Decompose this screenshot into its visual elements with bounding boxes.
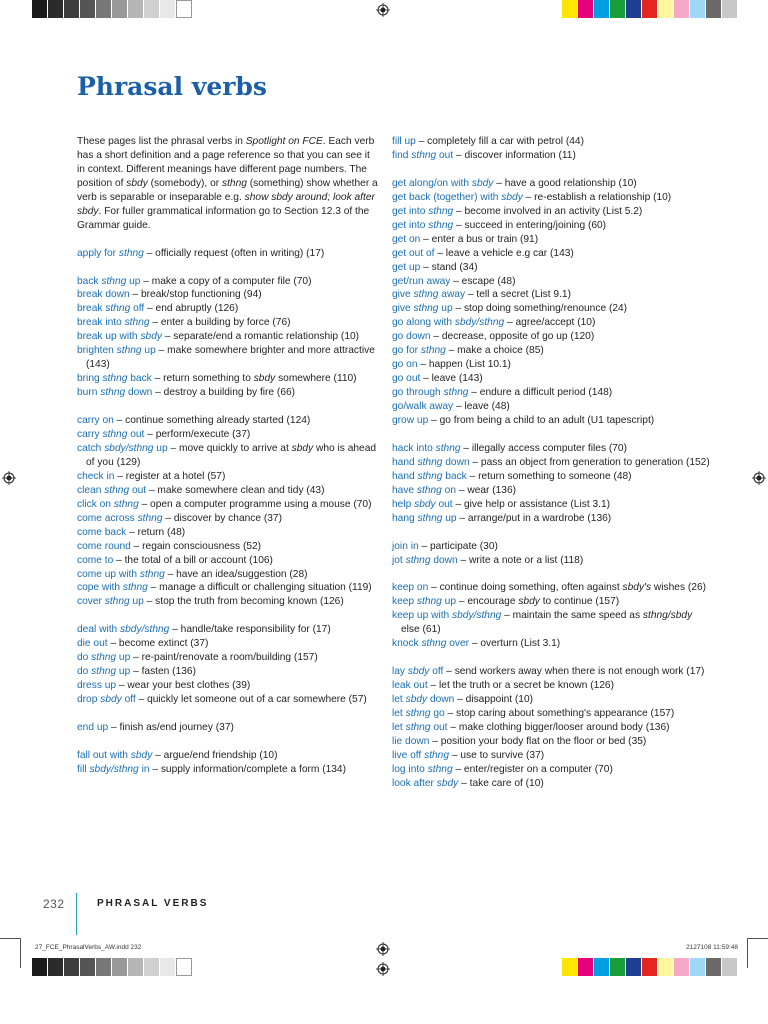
list-item	[392, 609, 712, 637]
definition: – give help or assistance (List 3.1)	[452, 498, 611, 510]
definition: – agree/accept (10)	[504, 317, 596, 329]
definition: – completely fill a car with petrol (44)	[415, 136, 584, 147]
phrasal-verb: go along with sbdy/sthng	[392, 317, 505, 329]
definition: – move quickly to arrive at sbdy who is ahead of you (129)	[86, 442, 377, 468]
list-item	[392, 484, 712, 498]
definition: – fasten (136)	[130, 666, 196, 678]
left-column	[77, 135, 379, 777]
definition: – write a note or a list (118)	[457, 554, 584, 566]
phrasal-verb: brighten sthng up	[77, 345, 156, 357]
phrasal-verb: hack into sthng	[392, 442, 461, 454]
crop-mark	[20, 938, 21, 968]
definition: – the total of a bill or account (106)	[113, 554, 273, 566]
list-item	[392, 288, 712, 302]
phrasal-verb: cover sthng up	[77, 596, 144, 608]
list-item	[77, 749, 379, 763]
print-color-bar	[562, 0, 738, 18]
phrasal-verb: let sbdy down	[392, 694, 455, 706]
definition: – finish as/end journey (37)	[108, 721, 234, 733]
phrasal-verb: die out	[77, 638, 108, 650]
phrasal-verb: log into sthng	[392, 763, 453, 775]
phrasal-verb: click on sthng	[77, 498, 139, 510]
phrasal-verb: let sthng go	[392, 708, 445, 719]
definition: – return something to someone (48)	[466, 470, 632, 482]
list-item	[392, 442, 712, 456]
list-item	[77, 428, 379, 442]
definition: – go from being a child to an adult (U1 tapescript)	[428, 415, 655, 427]
list-item	[392, 707, 712, 721]
phrasal-verb: get back (together) with sbdy	[392, 191, 523, 203]
phrasal-verb-list-left	[77, 247, 379, 777]
list-item	[392, 247, 712, 261]
definition: – destroy a building by fire (66)	[152, 387, 296, 399]
phrasal-verb: clean sthng out	[77, 484, 147, 496]
definition: – re-paint/renovate a room/building (157)	[130, 652, 318, 664]
spacer	[77, 609, 379, 623]
spacer	[392, 526, 712, 540]
list-item	[392, 693, 712, 707]
definition: – send workers away when there is not enough work (17)	[443, 666, 705, 678]
phrasal-verb: jot sthng down	[392, 554, 458, 566]
phrasal-verb: burn sthng down	[77, 387, 153, 399]
definition: – re-establish a relationship (10)	[522, 191, 672, 203]
definition: – separate/end a romantic relationship (10)	[161, 331, 360, 343]
phrasal-verb: break down	[77, 289, 130, 301]
phrasal-verb: break into sthng	[77, 317, 150, 329]
list-item	[77, 316, 379, 330]
phrasal-verb: end up	[77, 721, 109, 733]
slug-timestamp: 2127108 11:59:48	[686, 944, 738, 951]
list-item	[77, 372, 379, 386]
list-item	[392, 749, 712, 763]
registration-mark-bottom2-icon	[376, 962, 390, 976]
list-item	[77, 414, 379, 428]
definition: – illegally access computer files (70)	[460, 442, 627, 454]
phrasal-verb: hang sthng up	[392, 512, 457, 524]
phrasal-verb: leak out	[392, 680, 428, 692]
phrasal-verb: get into sthng	[392, 219, 454, 231]
phrasal-verb: keep on	[392, 582, 429, 594]
phrasal-verb: come across sthng	[77, 512, 163, 524]
list-item	[77, 526, 379, 540]
phrasal-verb: break sthng off	[77, 303, 145, 315]
phrasal-verb: let sthng out	[392, 721, 448, 733]
list-item	[77, 679, 379, 693]
phrasal-verb: go down	[392, 331, 431, 343]
phrasal-verb: carry on	[77, 415, 114, 427]
list-item	[77, 665, 379, 679]
definition: – open a computer programme using a mouse (70)	[138, 498, 372, 510]
definition: – tell a secret (List 9.1)	[465, 289, 571, 301]
definition: – break/stop functioning (94)	[129, 289, 262, 301]
definition: – enter a bus or train (91)	[420, 233, 539, 245]
definition: – leave (143)	[420, 373, 483, 385]
definition: – manage a difficult or challenging situation (119)	[147, 582, 372, 594]
phrasal-verb: hand sthng down	[392, 456, 470, 468]
footer-rule	[76, 893, 77, 935]
definition: – stop doing something/renounce (24)	[452, 303, 628, 315]
definition: – handle/take responsibility for (17)	[169, 624, 331, 636]
page-number: 232	[43, 897, 65, 911]
phrasal-verb: go/walk away	[392, 401, 454, 413]
list-item	[77, 763, 379, 777]
definition: – return (48)	[126, 526, 186, 538]
phrasal-verb: go out	[392, 373, 421, 385]
definition: – make somewhere clean and tidy (43)	[146, 484, 325, 496]
footer-section-title: PHRASAL VERBS	[97, 898, 209, 909]
list-item	[77, 288, 379, 302]
list-item	[392, 316, 712, 330]
definition: – perform/execute (37)	[144, 428, 251, 440]
phrasal-verb: get into sthng	[392, 205, 454, 217]
list-item	[392, 512, 712, 526]
phrasal-verb: fill sbdy/sthng in	[77, 763, 150, 775]
phrasal-verb: give sthng away	[392, 289, 466, 301]
definition: – become involved in an activity (List 5.2)	[453, 205, 643, 217]
definition: – decrease, opposite of go up (120)	[430, 331, 595, 343]
spacer	[392, 651, 712, 665]
list-item	[77, 512, 379, 526]
phrasal-verb: do sthng up	[77, 652, 131, 664]
definition: – arrange/put in a wardrobe (136)	[456, 512, 612, 524]
definition: – maintain the same speed as sthng/sbdy else (61)	[401, 610, 693, 636]
definition: – continue doing something, often against sbdy's wishes (26)	[428, 582, 707, 594]
definition: – argue/end friendship (10)	[152, 749, 278, 761]
spacer	[392, 428, 712, 442]
registration-mark-right-icon	[752, 471, 766, 485]
definition: – enter/register on a computer (70)	[452, 763, 613, 775]
phrasal-verb: hand sthng back	[392, 470, 467, 482]
phrasal-verb: keep sthng up	[392, 596, 457, 608]
phrasal-verb: find sthng out	[392, 149, 454, 161]
spacer	[392, 163, 712, 177]
list-item	[392, 456, 712, 470]
list-item	[392, 177, 712, 191]
spacer	[77, 400, 379, 414]
phrasal-verb: lie down	[392, 735, 430, 747]
registration-mark-left-icon	[2, 471, 16, 485]
list-item	[392, 358, 712, 372]
phrasal-verb: lay sbdy off	[392, 666, 444, 678]
phrasal-verb: carry sthng out	[77, 428, 145, 440]
list-item	[77, 442, 379, 470]
list-item	[77, 721, 379, 735]
definition: – participate (30)	[418, 540, 498, 552]
definition: – continue something already started (124)	[113, 415, 311, 427]
phrasal-verb: go through sthng	[392, 387, 469, 399]
list-item	[77, 484, 379, 498]
definition: – let the truth or a secret be known (126)	[427, 680, 614, 692]
registration-mark-icon	[376, 3, 390, 17]
phrasal-verb: look after sbdy	[392, 777, 459, 789]
definition: – encourage sbdy to continue (157)	[456, 596, 620, 608]
definition: – officially request (often in writing) (17)	[143, 247, 325, 259]
list-item	[392, 470, 712, 484]
spacer	[77, 261, 379, 275]
list-item	[77, 651, 379, 665]
phrasal-verb: join in	[392, 540, 419, 552]
list-item	[77, 330, 379, 344]
definition: – happen (List 10.1)	[417, 359, 511, 371]
list-item	[392, 763, 712, 777]
phrasal-verb: get up	[392, 261, 421, 273]
list-item	[392, 637, 712, 651]
list-item	[392, 135, 712, 149]
intro-paragraph: These pages list the phrasal verbs in Spotlight on FCE. Each verb has a short definition and a page reference so that you can see it in context. Different meanings have different page numbers. The position of sbdy (somebody), or sthng (something) show whether a verb is separable or inseparable e.g. show sbdy around; look after sbdy. For fuller grammatical information go to Section 12.3 of the Grammar guide.	[77, 136, 378, 231]
list-item	[392, 330, 712, 344]
list-item	[77, 581, 379, 595]
list-item	[77, 386, 379, 400]
list-item	[392, 233, 712, 247]
print-color-bar-bottom	[562, 958, 738, 976]
definition: – position your body flat on the floor or bed (35)	[429, 735, 647, 747]
definition: – supply information/complete a form (134)	[149, 763, 346, 775]
definition: – leave a vehicle e.g car (143)	[434, 247, 574, 259]
print-grayscale-bar-bottom	[32, 958, 192, 976]
phrasal-verb: live off sthng	[392, 749, 450, 761]
list-item	[77, 554, 379, 568]
definition: – pass an object from generation to generation (152)	[469, 456, 710, 468]
definition: – return something to sbdy somewhere (110)	[151, 373, 357, 385]
definition: – become extinct (37)	[107, 638, 209, 650]
list-item	[392, 414, 712, 428]
phrasal-verb: bring sthng back	[77, 373, 152, 385]
phrasal-verb: come to	[77, 554, 114, 566]
phrasal-verb: have sthng on	[392, 484, 457, 496]
definition: – stand (34)	[420, 261, 478, 273]
definition: – leave (48)	[453, 401, 510, 413]
phrasal-verb: get out of	[392, 247, 435, 259]
phrasal-verb: keep up with sbdy/sthng	[392, 610, 502, 622]
definition: – discover by chance (37)	[162, 512, 282, 524]
definition: – discover information (11)	[453, 149, 576, 161]
list-item	[392, 554, 712, 568]
spacer	[77, 735, 379, 749]
phrasal-verb: fall out with sbdy	[77, 749, 153, 761]
definition: – wear your best clothes (39)	[116, 680, 251, 692]
phrasal-verb: come round	[77, 540, 131, 552]
spacer	[392, 568, 712, 582]
list-item	[392, 372, 712, 386]
phrasal-verb: go for sthng	[392, 345, 446, 357]
list-item	[77, 498, 379, 512]
phrasal-verb: get along/on with sbdy	[392, 177, 494, 189]
definition: – register at a hotel (57)	[114, 470, 226, 482]
spacer	[77, 707, 379, 721]
definition: – wear (136)	[456, 484, 517, 496]
list-item	[392, 219, 712, 233]
list-item	[392, 665, 712, 679]
list-item	[77, 623, 379, 637]
definition: – disappoint (10)	[454, 694, 534, 706]
phrasal-verb: do sthng up	[77, 666, 131, 678]
phrasal-verb: come back	[77, 526, 127, 538]
phrasal-verb: help sbdy out	[392, 498, 453, 510]
definition: – quickly let someone out of a car somewhere (57)	[135, 694, 367, 706]
right-column	[392, 135, 712, 791]
spacer	[77, 233, 379, 247]
list-item	[392, 595, 712, 609]
registration-mark-bottom-icon	[376, 942, 390, 956]
phrasal-verb: cope with sthng	[77, 582, 148, 594]
definition: – make somewhere brighter and more attractive (143)	[86, 345, 375, 371]
list-item	[77, 470, 379, 484]
list-item	[77, 302, 379, 316]
phrasal-verb-list-right	[392, 135, 712, 791]
list-item	[392, 400, 712, 414]
list-item	[392, 777, 712, 791]
list-item	[392, 205, 712, 219]
phrasal-verb: back sthng up	[77, 275, 141, 287]
definition: – overturn (List 3.1)	[469, 638, 561, 650]
page-title: Phrasal verbs	[77, 72, 267, 101]
list-item	[392, 721, 712, 735]
list-item	[77, 568, 379, 582]
phrasal-verb: deal with sbdy/sthng	[77, 624, 170, 636]
definition: – use to survive (37)	[449, 749, 545, 761]
phrasal-verb: knock sthng over	[392, 638, 470, 650]
phrasal-verb: break up with sbdy	[77, 331, 162, 343]
list-item	[77, 693, 379, 707]
definition: – make a copy of a computer file (70)	[140, 275, 312, 287]
phrasal-verb: come up with sthng	[77, 568, 165, 580]
phrasal-verb: check in	[77, 470, 115, 482]
phrasal-verb: fill up	[392, 136, 416, 147]
list-item	[77, 275, 379, 289]
phrasal-verb: grow up	[392, 415, 429, 427]
phrasal-verb: go on	[392, 359, 418, 371]
definition: – stop the truth from becoming known (126)	[143, 596, 344, 608]
phrasal-verb: drop sbdy off	[77, 694, 136, 706]
list-item	[392, 275, 712, 289]
list-item	[392, 344, 712, 358]
definition: – make a choice (85)	[445, 345, 544, 357]
slug-filename: 27_FCE_PhrasalVerbs_AW.indd 232	[35, 944, 142, 951]
list-item	[392, 498, 712, 512]
print-grayscale-bar	[32, 0, 192, 18]
definition: – have a good relationship (10)	[493, 177, 637, 189]
phrasal-verb: give sthng up	[392, 303, 453, 315]
definition: – succeed in entering/joining (60)	[453, 219, 607, 231]
definition: – take care of (10)	[458, 777, 544, 789]
definition: – endure a difficult period (148)	[468, 387, 613, 399]
definition: – enter a building by force (76)	[149, 317, 291, 329]
list-item	[77, 637, 379, 651]
list-item	[392, 191, 712, 205]
phrasal-verb: apply for sthng	[77, 247, 144, 259]
definition: – regain consciousness (52)	[130, 540, 262, 552]
list-item	[392, 679, 712, 693]
definition: – have an idea/suggestion (28)	[164, 568, 308, 580]
list-item	[392, 386, 712, 400]
list-item	[392, 261, 712, 275]
definition: – stop caring about something's appearance (157)	[444, 708, 675, 719]
phrasal-verb: get on	[392, 233, 421, 245]
list-item	[77, 540, 379, 554]
definition: – end abruptly (126)	[144, 303, 239, 315]
crop-mark	[747, 938, 748, 968]
list-item	[392, 540, 712, 554]
crop-mark	[748, 938, 768, 939]
list-item	[392, 581, 712, 595]
list-item	[392, 302, 712, 316]
list-item	[77, 344, 379, 372]
crop-mark	[0, 938, 20, 939]
phrasal-verb: dress up	[77, 680, 117, 692]
definition: – escape (48)	[450, 275, 516, 287]
definition: – make clothing bigger/looser around body (136)	[447, 721, 670, 733]
list-item	[77, 247, 379, 261]
list-item	[77, 595, 379, 609]
list-item	[392, 149, 712, 163]
phrasal-verb: get/run away	[392, 275, 451, 287]
list-item	[392, 735, 712, 749]
phrasal-verb: catch sbdy/sthng up	[77, 442, 168, 454]
